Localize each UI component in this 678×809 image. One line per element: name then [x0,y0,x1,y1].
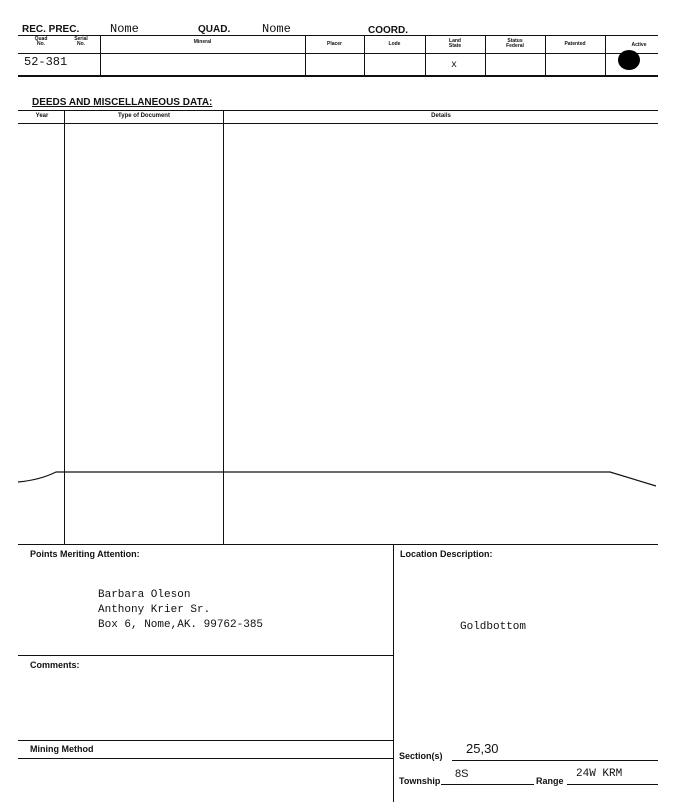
coord-label: COORD. [368,25,408,36]
township-label: Township [399,776,441,786]
col-active: Active [631,42,647,48]
range-label: Range [536,776,564,786]
col-patented: Patented [564,41,586,47]
col-serial-no: Serial No. [74,36,88,47]
mining-method-label: Mining Method [30,744,94,754]
rec-prec-label: REC. PREC. [22,24,80,35]
points-line-2: Anthony Krier Sr. [98,604,211,616]
col-status-federal: Status Federal [506,38,524,49]
points-line-1: Barbara Oleson [98,589,191,601]
rec-prec-value: Nome [110,22,139,36]
col-quad-no: Quad No. [34,36,48,47]
location-description-label: Location Description: [400,549,493,559]
points-meriting-attention-label: Points Meriting Attention: [30,549,140,559]
scan-fold-line [0,460,678,500]
comments-label: Comments: [30,660,80,670]
hole-punch-mark [618,50,640,70]
quad-label: QUAD. [198,24,231,35]
col-type-of-document: Type of Document [118,113,170,119]
col-land-state: Land State [448,38,462,49]
col-details: Details [431,113,451,119]
quad-value: Nome [262,22,291,36]
township-value: 8S [455,768,469,780]
col-lode: Lode [388,41,401,47]
col-placer: Placer [326,41,342,47]
land-state-mark: x [451,60,458,71]
range-value: 24W KRM [576,768,623,780]
location-description-value: Goldbottom [460,621,527,633]
section-value: 25,30 [466,741,499,756]
col-mineral: Mineral [193,39,212,45]
deeds-section-title: DEEDS AND MISCELLANEOUS DATA: [32,97,213,108]
quad-no-value: 52-381 [24,55,68,69]
col-year: Year [35,113,49,119]
section-label: Section(s) [399,751,443,761]
points-line-3: Box 6, Nome,AK. 99762-385 [98,619,264,631]
